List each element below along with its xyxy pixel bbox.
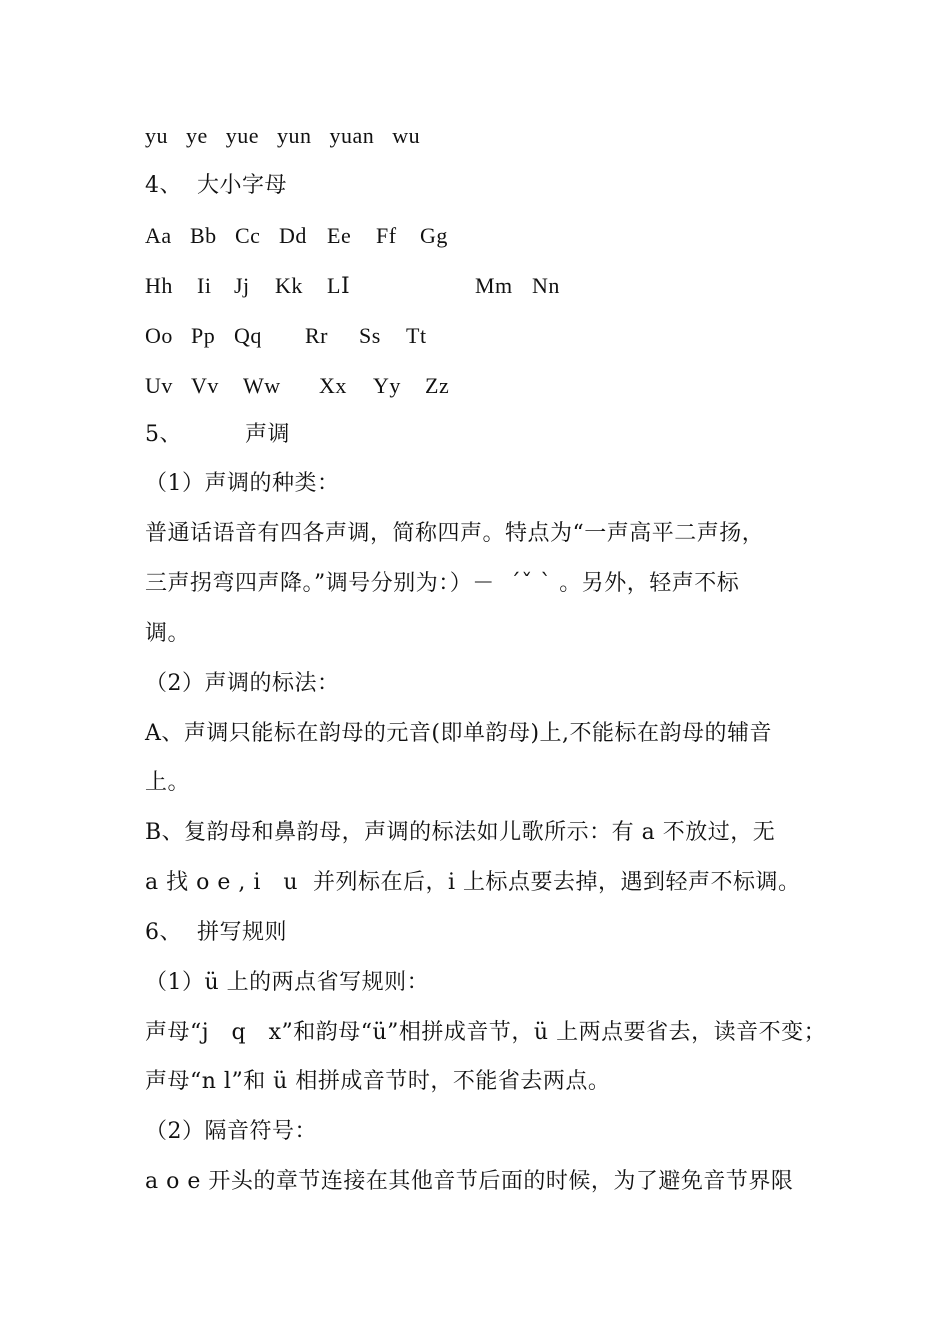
paragraph-line: 普通话语音有四各声调，简称四声。特点为“一声高平二声扬， (145, 521, 765, 546)
paragraph-line: 上。 (145, 770, 191, 795)
subheading-tone-marking: （2）声调的标法： (145, 671, 340, 696)
letter-pair: Aa (145, 223, 172, 248)
text-line-zero-initial-syllables: yu ye yue yun yuan wu (145, 123, 421, 148)
letter-pair: Ee (327, 223, 352, 248)
letter-pair: Pp (191, 323, 216, 348)
letter-pair: Ff (376, 223, 397, 248)
paragraph-line: 三声拐弯四声降。”调号分别为：）－ ˊˇ ˋ 。另外，轻声不标 (145, 571, 740, 596)
letter-pair: Yy (373, 373, 401, 398)
heading-spelling-rules: 6、 拼写规则 (145, 920, 287, 945)
paragraph-line: B、复韵母和鼻韵母，声调的标法如儿歌所示：有 a 不放过，无 (145, 820, 776, 845)
subheading-syllable-dividing-mark: （2）隔音符号： (145, 1119, 317, 1144)
letter-pair: Tt (406, 323, 427, 348)
letter-pair: Uv (145, 373, 173, 398)
letter-pair: Dd (279, 223, 307, 248)
alphabet-row-3 (145, 321, 845, 351)
subheading-umlaut-rule: （1）ü 上的两点省写规则： (145, 970, 430, 995)
letter-pair: Mm (475, 273, 513, 298)
letter-pair: Hh (145, 273, 173, 298)
paragraph-line: 声母“n l”和 ü 相拼成音节时，不能省去两点。 (145, 1069, 611, 1094)
section-number: 5、 (145, 422, 182, 447)
letter-pair: Ii (197, 273, 212, 298)
letter-pair: Ww (243, 373, 281, 398)
letter-pair: Qq (234, 323, 262, 348)
section-title: 声调 (245, 422, 291, 447)
letter-pair: Bb (190, 223, 217, 248)
letter-pair: LⅠ (327, 273, 351, 298)
letter-pair: Rr (305, 323, 328, 348)
letter-pair: Zz (425, 373, 450, 398)
paragraph-line: a 找 o e , i u 并列标在后，i 上标点要去掉，遇到轻声不标调。 (145, 870, 801, 895)
letter-pair: Nn (532, 273, 560, 298)
alphabet-row-4 (145, 371, 845, 401)
paragraph-line: 声母“j q x”和韵母“ü”相拼成音节，ü 上两点要省去，读音不变； (145, 1020, 827, 1045)
letter-pair: Gg (420, 223, 448, 248)
letter-pair: Vv (191, 373, 219, 398)
letter-pair: Ss (359, 323, 381, 348)
alphabet-row-1 (145, 221, 845, 251)
letter-pair: Cc (235, 223, 261, 248)
paragraph-line: a o e 开头的章节连接在其他音节后面的时候，为了避免音节界限 (145, 1169, 794, 1194)
paragraph-line: 调。 (145, 621, 191, 646)
paragraph-line: A、声调只能标在韵母的元音(即单韵母)上,不能标在韵母的辅音 (145, 721, 773, 746)
heading-uppercase-lowercase-letters: 4、 大小字母 (145, 173, 287, 198)
letter-pair: Xx (319, 373, 347, 398)
subheading-tone-types: （1）声调的种类： (145, 471, 340, 496)
letter-pair: Kk (275, 273, 303, 298)
heading-tones (145, 420, 445, 450)
letter-pair: Jj (234, 273, 250, 298)
alphabet-row-2 (145, 271, 845, 301)
letter-pair: Oo (145, 323, 173, 348)
